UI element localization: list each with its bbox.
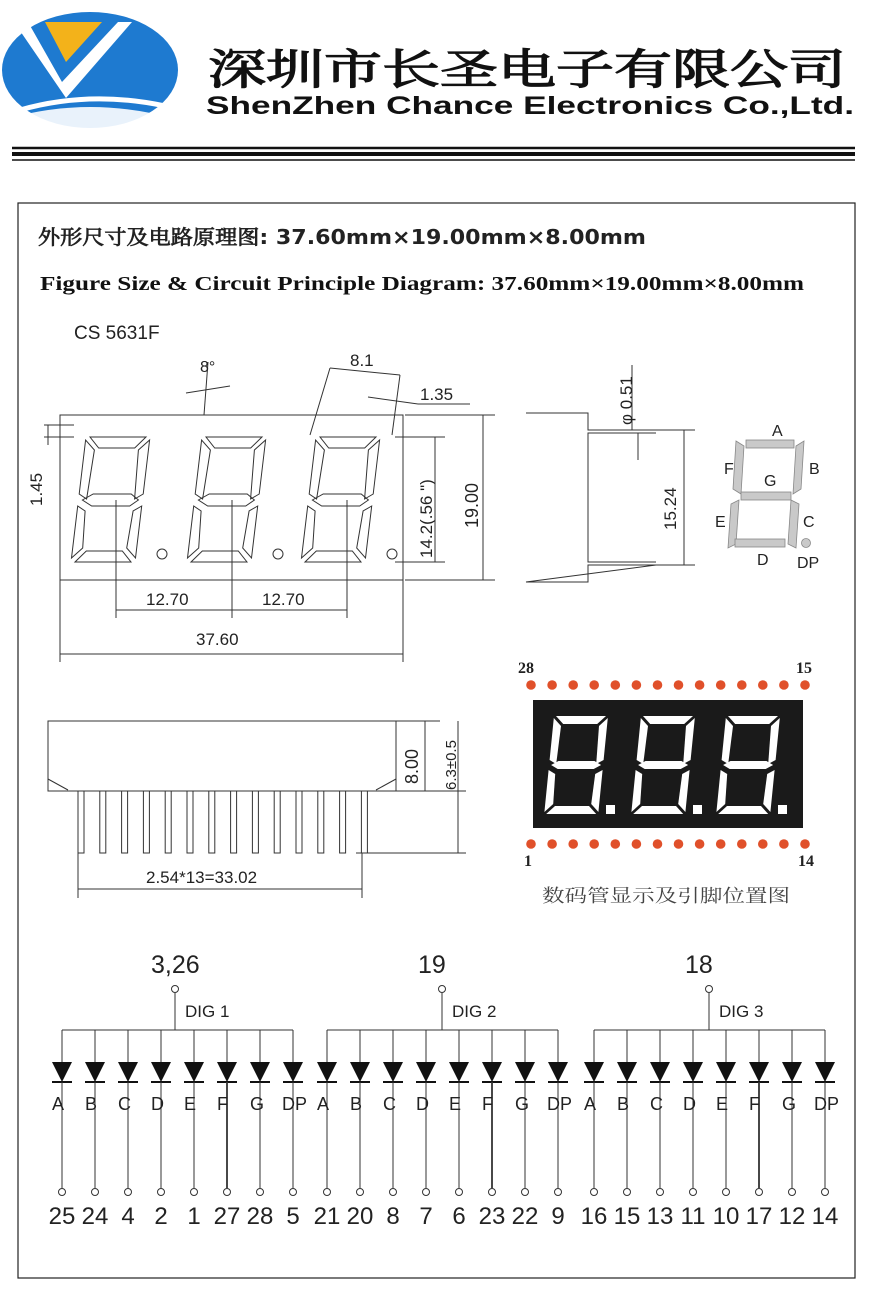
led-diode [650, 1062, 670, 1082]
dim-81-ext-1 [310, 368, 330, 435]
pin-terminal [489, 1189, 496, 1196]
circuit-diagram [49, 951, 839, 1230]
pin-label-bottom-left: 1 [524, 853, 532, 870]
segment-label: D [683, 1094, 696, 1114]
pin-layout [526, 680, 810, 849]
led-diode [118, 1062, 138, 1082]
pin [361, 791, 367, 853]
pin-number: 9 [551, 1203, 565, 1230]
pin-terminal [522, 1189, 529, 1196]
front-seg-g [198, 494, 254, 506]
side-view [526, 365, 695, 582]
pin-dot [589, 680, 599, 690]
segment-label: F [217, 1094, 228, 1114]
pin-dot [526, 680, 536, 690]
pin-terminal [624, 1189, 631, 1196]
legend-d: D [757, 552, 769, 569]
pin-dot [758, 839, 768, 849]
segment-label: B [617, 1094, 630, 1114]
display-seg-a [643, 716, 693, 724]
led-diode [350, 1062, 370, 1082]
pin-terminal [756, 1189, 763, 1196]
pin-dot [716, 839, 726, 849]
front-seg-dp [273, 549, 283, 559]
pin-number: 17 [745, 1203, 773, 1230]
pin-terminal [59, 1189, 66, 1196]
pin-dot [779, 839, 789, 849]
dim-135-label: 1.35 [420, 385, 454, 404]
digit-circuit [314, 951, 572, 1230]
pin-terminal [125, 1189, 132, 1196]
pin-dot [737, 839, 747, 849]
title-cn: 外形尺寸及电路原理图: 37.60mm×19.00mm×8.00mm [38, 225, 646, 249]
title-en: Figure Size & Circuit Principle Diagram: 37.60mm×19.00mm×8.00mm [40, 273, 805, 295]
height-label: 19.00 [462, 482, 482, 528]
segment-label: A [52, 1094, 65, 1114]
display-seg-dp [778, 805, 787, 814]
pin-number: 28 [246, 1203, 274, 1230]
front-seg-g [82, 494, 138, 506]
pin-dot [632, 680, 642, 690]
segment-label: E [184, 1094, 197, 1114]
segment-b [793, 441, 804, 494]
legend-dp: DP [797, 555, 820, 572]
pin-number: 8 [386, 1203, 400, 1230]
pin-dot [547, 680, 557, 690]
pin-number: 14 [811, 1203, 839, 1230]
pin-dot [568, 680, 578, 690]
digit-name: DIG 3 [719, 1002, 764, 1021]
pin [187, 791, 193, 853]
digit-name: DIG 1 [185, 1002, 230, 1021]
display-seg-g [723, 761, 773, 769]
legend-f: F [724, 461, 734, 478]
pin-dot [779, 680, 789, 690]
pin-terminal [822, 1189, 829, 1196]
legend-e: E [715, 514, 726, 531]
pin-number: 7 [419, 1203, 433, 1230]
pin-number: 23 [478, 1203, 506, 1230]
pin-number: 12 [778, 1203, 806, 1230]
display-seg-g [551, 761, 601, 769]
segment-c [788, 500, 799, 548]
pin-dot [547, 839, 557, 849]
segment-label: B [85, 1094, 98, 1114]
led-diode [515, 1062, 535, 1082]
pin [165, 791, 171, 853]
led-diode [383, 1062, 403, 1082]
front-seg-b [135, 440, 150, 499]
segment-label: A [584, 1094, 597, 1114]
segment-dp [802, 539, 811, 548]
common-pin-label: 19 [418, 951, 446, 979]
segment-label: G [515, 1094, 530, 1114]
company-name-cn: 深圳市长圣电子有限公司 [208, 45, 846, 94]
front-seg-d [191, 551, 247, 562]
led-diode [782, 1062, 802, 1082]
pin-dot [611, 680, 621, 690]
front-seg-e [302, 506, 316, 558]
front-seg-e [72, 506, 86, 558]
legend-a: A [772, 423, 783, 440]
common-terminal [439, 986, 446, 993]
pin-terminal [555, 1189, 562, 1196]
pin-terminal [257, 1189, 264, 1196]
pin-number: 5 [286, 1203, 300, 1230]
segment-label: F [482, 1094, 493, 1114]
segment-label: C [650, 1094, 663, 1114]
led-diode [617, 1062, 637, 1082]
pin-layout-caption: 数码管显示及引脚位置图 [542, 886, 790, 907]
pin [100, 791, 106, 853]
display-seg-dp [606, 805, 615, 814]
company-name-en: ShenZhen Chance Electronics Co.,Ltd. [206, 92, 854, 120]
front-seg-d [305, 551, 361, 562]
display-seg-d [718, 806, 768, 814]
digit-height-label: 14.2(.56 ") [417, 479, 436, 558]
side-body [526, 413, 656, 582]
pin-diameter-label: φ 0.51 [617, 376, 636, 425]
segment-legend [728, 440, 811, 548]
legend-b: B [809, 461, 820, 478]
pin-dot [568, 839, 578, 849]
display-seg-dp [693, 805, 702, 814]
front-seg-f [79, 440, 94, 499]
pin-number: 6 [452, 1203, 466, 1230]
segment-label: G [250, 1094, 265, 1114]
pin-number: 16 [580, 1203, 608, 1230]
front-digit-outlines [72, 437, 398, 562]
segment-d [735, 539, 785, 547]
pin-dot [674, 839, 684, 849]
front-digit-outline [188, 437, 284, 562]
pin-terminal [290, 1189, 297, 1196]
dim-145-label: 1.45 [27, 472, 46, 506]
pin-terminal [591, 1189, 598, 1196]
front-seg-c [243, 506, 258, 558]
total-width-label: 37.60 [196, 630, 239, 649]
pin-pitch-label: 2.54*13=33.02 [146, 868, 258, 887]
led-diode [482, 1062, 502, 1082]
segment-label: A [317, 1094, 330, 1114]
pin [78, 791, 84, 853]
pin [231, 791, 237, 853]
front-seg-e [188, 506, 202, 558]
pin-terminal [357, 1189, 364, 1196]
pin-dot [800, 680, 810, 690]
front-seg-a [320, 437, 376, 448]
segment-label: C [383, 1094, 396, 1114]
pin-number: 11 [680, 1203, 706, 1230]
pin-terminal [390, 1189, 397, 1196]
pin-number: 21 [313, 1203, 341, 1230]
segment-a [746, 440, 794, 448]
led-diode [449, 1062, 469, 1082]
common-terminal [172, 986, 179, 993]
segment-label: G [782, 1094, 797, 1114]
bottom-body [48, 721, 396, 791]
pin-number: 15 [613, 1203, 641, 1230]
pin [318, 791, 324, 853]
front-seg-f [309, 440, 324, 499]
led-diode [548, 1062, 568, 1082]
pin-number: 25 [48, 1203, 76, 1230]
pitch-1-label: 12.70 [146, 590, 189, 609]
front-seg-d [75, 551, 131, 562]
pin-dot [695, 680, 705, 690]
front-seg-a [206, 437, 262, 448]
pin-number: 13 [646, 1203, 674, 1230]
display-seg-d [633, 806, 683, 814]
front-seg-c [357, 506, 372, 558]
pin-terminal [158, 1189, 165, 1196]
pin-number: 2 [154, 1203, 168, 1230]
legend-c: C [803, 514, 815, 531]
display-seg-g [638, 761, 688, 769]
pin-dot [589, 839, 599, 849]
width-top-label: 8.1 [350, 351, 374, 370]
pin-number: 1 [187, 1203, 201, 1230]
segment-label: E [716, 1094, 729, 1114]
led-diode [815, 1062, 835, 1082]
pin-dot [800, 839, 810, 849]
pin-terminal [423, 1189, 430, 1196]
segment-label: E [449, 1094, 462, 1114]
pitch-2-label: 12.70 [262, 590, 305, 609]
pin-terminal [657, 1189, 664, 1196]
led-diode [250, 1062, 270, 1082]
segment-label: DP [547, 1094, 573, 1114]
pin-terminal [324, 1189, 331, 1196]
led-diode [683, 1062, 703, 1082]
pin [122, 791, 128, 853]
display-seg-a [556, 716, 606, 724]
pin-label-top-right: 15 [796, 660, 812, 677]
dim-135-line [368, 397, 418, 404]
legend-g: G [764, 473, 777, 490]
led-diode [749, 1062, 769, 1082]
digit-circuit [581, 951, 839, 1230]
display-seg-a [728, 716, 778, 724]
segment-label: DP [814, 1094, 840, 1114]
common-pin-label: 18 [685, 951, 713, 979]
segment-label: D [416, 1094, 429, 1114]
pin-terminal [224, 1189, 231, 1196]
pin-number: 4 [121, 1203, 135, 1230]
dim-81-ext-2 [392, 375, 400, 435]
segment-label: B [350, 1094, 363, 1114]
pin-span-label: 15.24 [661, 487, 680, 530]
pin-number: 27 [213, 1203, 241, 1230]
company-logo [2, 12, 178, 128]
front-digit-outline [302, 437, 398, 562]
front-seg-b [365, 440, 380, 499]
pin [252, 791, 258, 853]
pin-dot [737, 680, 747, 690]
pin-terminal [789, 1189, 796, 1196]
led-diode [85, 1062, 105, 1082]
segment-label: C [118, 1094, 131, 1114]
front-seg-b [251, 440, 266, 499]
segment-label: D [151, 1094, 164, 1114]
common-terminal [706, 986, 713, 993]
pin [340, 791, 346, 853]
led-diode [416, 1062, 436, 1082]
led-diode [716, 1062, 736, 1082]
pin-terminal [456, 1189, 463, 1196]
led-diode [283, 1062, 303, 1082]
pin-terminal [723, 1189, 730, 1196]
led-diode [584, 1062, 604, 1082]
front-digit-outline [72, 437, 168, 562]
pin [209, 791, 215, 853]
pin-dots-bottom [526, 839, 810, 849]
pin-dots-top [526, 680, 810, 690]
display-seg-d [546, 806, 596, 814]
pin-number: 20 [346, 1203, 374, 1230]
angle-arc [186, 386, 230, 393]
digit-circuit [49, 951, 307, 1230]
pin-terminal [191, 1189, 198, 1196]
pin-dot [716, 680, 726, 690]
bottom-pins [78, 791, 367, 853]
led-diode [217, 1062, 237, 1082]
pin-terminal [92, 1189, 99, 1196]
pin-dot [653, 839, 663, 849]
thickness-label: 8.00 [402, 748, 422, 784]
common-pin-label: 3,26 [151, 951, 200, 979]
model-number: CS 5631F [74, 323, 160, 344]
segment-label: F [749, 1094, 760, 1114]
pin [143, 791, 149, 853]
pin-dot [695, 839, 705, 849]
pin-terminal [690, 1189, 697, 1196]
segment-g [741, 492, 791, 500]
pin-dot [611, 839, 621, 849]
bottom-chamfers [48, 779, 396, 790]
led-diode [317, 1062, 337, 1082]
pin-number: 10 [712, 1203, 740, 1230]
digit-name: DIG 2 [452, 1002, 497, 1021]
led-diode [52, 1062, 72, 1082]
angle-label: 8° [200, 359, 216, 376]
pin-label-top-left: 28 [518, 660, 534, 677]
front-seg-c [127, 506, 142, 558]
pin-dot [653, 680, 663, 690]
pin-dot [632, 839, 642, 849]
led-diode [151, 1062, 171, 1082]
front-seg-g [312, 494, 368, 506]
pin-dot [674, 680, 684, 690]
pin [296, 791, 302, 853]
segment-f [733, 441, 744, 494]
pin-dot [526, 839, 536, 849]
front-seg-a [90, 437, 146, 448]
led-diode [184, 1062, 204, 1082]
front-seg-f [195, 440, 210, 499]
pin-number: 22 [511, 1203, 539, 1230]
pin-label-bottom-right: 14 [798, 853, 814, 870]
pin-dot [758, 680, 768, 690]
front-seg-dp [157, 549, 167, 559]
pin-number: 24 [81, 1203, 109, 1230]
pin [274, 791, 280, 853]
segment-label: DP [282, 1094, 308, 1114]
pin-length-label: 6.3±0.5 [443, 740, 460, 790]
front-seg-dp [387, 549, 397, 559]
